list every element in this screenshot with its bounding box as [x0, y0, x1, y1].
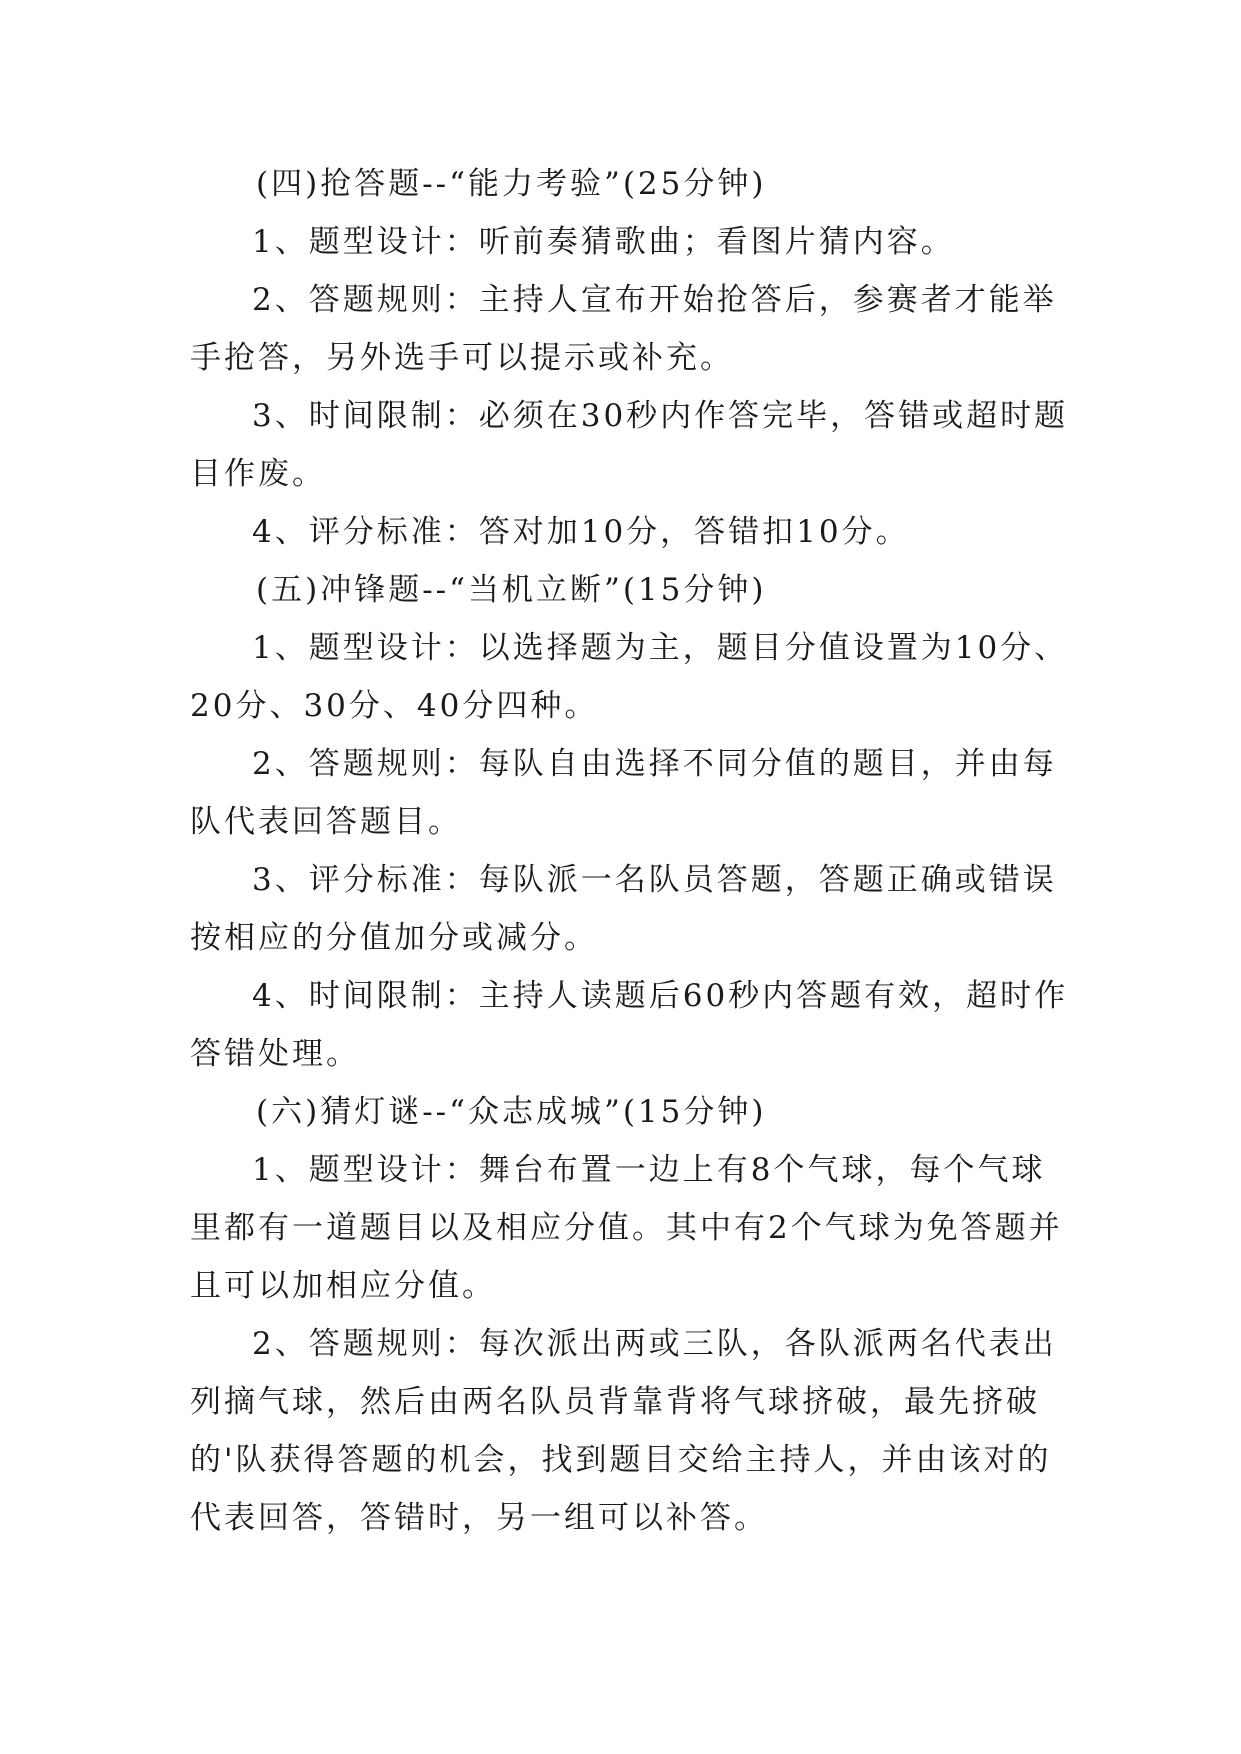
paragraph-5-2: 2、答题规则：每队自由选择不同分值的题目，并由每队代表回答题目。: [190, 746, 1057, 840]
paragraph-4-3: 3、时间限制：必须在30秒内作答完毕，答错或超时题目作废。: [190, 398, 1069, 492]
section-heading-4: (四)抢答题--“能力考验”(25分钟): [256, 166, 767, 202]
section-heading-6: (六)猜灯谜--“众志成城”(15分钟): [256, 1094, 767, 1130]
document-body: [190, 155, 1070, 1547]
paragraph-5-1: 1、题型设计：以选择题为主，题目分值设置为10分、20分、30分、40分四种。: [190, 630, 1069, 724]
paragraph-4-1: 1、题型设计：听前奏猜歌曲；看图片猜内容。: [252, 224, 955, 260]
section-heading-5: (五)冲锋题--“当机立断”(15分钟): [256, 572, 767, 608]
paragraph-4-4: 4、评分标准：答对加10分，答错扣10分。: [252, 514, 910, 550]
paragraph-5-3: 3、评分标准：每队派一名队员答题，答题正确或错误按相应的分值加分或减分。: [190, 862, 1057, 956]
paragraph-4-2: 2、答题规则：主持人宣布开始抢答后，参赛者才能举手抢答，另外选手可以提示或补充。: [190, 282, 1057, 376]
paragraph-5-4: 4、时间限制：主持人读题后60秒内答题有效，超时作答错处理。: [190, 978, 1069, 1072]
paragraph-6-2: 2、答题规则：每次派出两或三队，各队派两名代表出列摘气球，然后由两名队员背靠背将气球挤破，最先挤破的'队获得答题的机会，找到题目交给主持人，并由该对的代表回答，答错时，另一组可以补答。: [190, 1326, 1057, 1536]
paragraph-6-1: 1、题型设计：舞台布置一边上有8个气球，每个气球里都有一道题目以及相应分值。其中有2个气球为免答题并且可以加相应分值。: [190, 1152, 1063, 1304]
